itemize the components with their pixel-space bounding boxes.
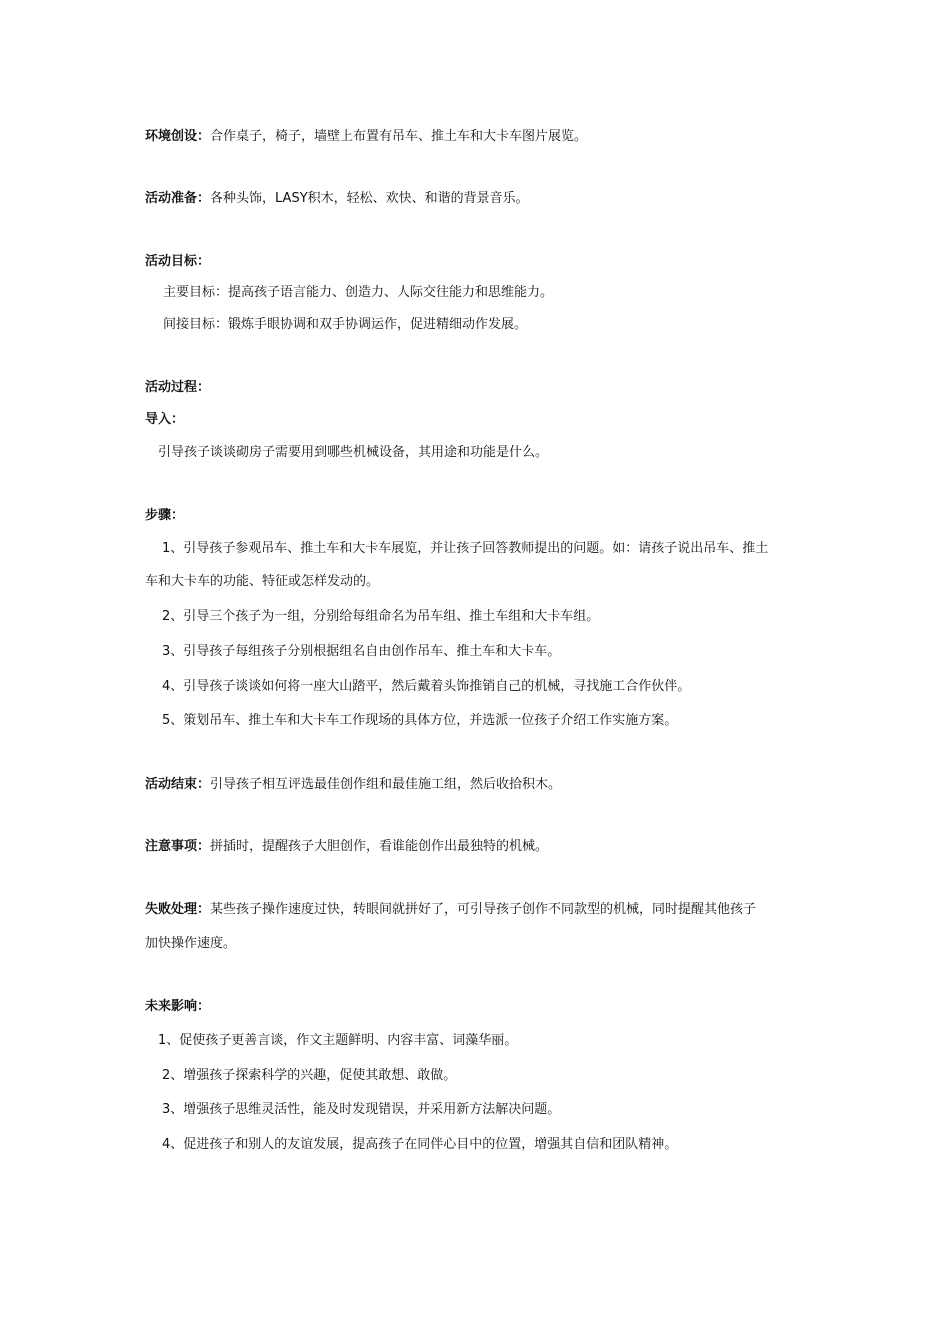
goals-indirect: 间接目标：锻炼手眼协调和双手协调运作，促进精细动作发展。 [163,317,528,332]
notes-label: 注意事项： [145,839,211,854]
failure-line-1 [145,900,815,920]
notes-line [145,837,815,857]
step-4: 4、引导孩子谈谈如何将一座大山踏平，然后戴着头饰推销自己的机械，寻找施工合作伙伴。 [162,679,691,694]
preparation-line [145,189,815,209]
impact-item-2: 2、增强孩子探索科学的兴趣，促使其敢想、敢做。 [162,1068,457,1083]
intro-label: 导入： [145,412,185,427]
impact-item-4: 4、促进孩子和别人的友谊发展，提高孩子在同伴心目中的位置，增强其自信和团队精神。 [162,1137,678,1152]
step-5: 5、策划吊车、推土车和大卡车工作现场的具体方位，并选派一位孩子介绍工作实施方案。 [162,713,678,728]
step-3: 3、引导孩子每组孩子分别根据组名自由创作吊车、推土车和大卡车。 [162,644,561,659]
failure-label: 失败处理： [145,902,211,917]
preparation-label: 活动准备： [145,191,211,206]
notes-text: 拼插时，提醒孩子大胆创作，看谁能创作出最独特的机械。 [210,839,549,854]
impact-heading: 未来影响： [145,999,211,1014]
failure-text-1: 某些孩子操作速度过快，转眼间就拼好了，可引导孩子创作不同款型的机械，同时提醒其他孩子 [210,902,757,917]
step-1-line-2: 车和大卡车的功能、特征或怎样发动的。 [145,574,380,589]
ending-text: 引导孩子相互评选最佳创作组和最佳施工组，然后收拾积木。 [210,777,562,792]
ending-line [145,775,815,795]
preparation-text: 各种头饰，LASY积木，轻松、欢快、和谐的背景音乐。 [210,191,529,206]
environment-label: 环境创设： [145,129,211,144]
goals-main: 主要目标：提高孩子语言能力、创造力、人际交往能力和思维能力。 [163,285,554,300]
failure-line-2: 加快操作速度。 [145,936,237,951]
goals-heading: 活动目标： [145,254,211,269]
steps-heading: 步骤： [145,508,185,523]
ending-label: 活动结束： [145,777,211,792]
environment-line [145,127,815,147]
process-heading: 活动过程： [145,380,211,395]
step-2: 2、引导三个孩子为一组，分别给每组命名为吊车组、推土车组和大卡车组。 [162,609,600,624]
environment-text: 合作桌子，椅子，墙壁上布置有吊车、推土车和大卡车图片展览。 [210,129,588,144]
impact-item-1: 1、促使孩子更善言谈，作文主题鲜明、内容丰富、词藻华丽。 [158,1033,518,1048]
intro-text: 引导孩子谈谈砌房子需要用到哪些机械设备，其用途和功能是什么。 [158,445,549,460]
impact-item-3: 3、增强孩子思维灵活性，能及时发现错误，并采用新方法解决问题。 [162,1102,561,1117]
step-1-line-1: 1、引导孩子参观吊车、推土车和大卡车展览，并让孩子回答教师提出的问题。如：请孩子说出吊车、推土 [162,541,769,556]
